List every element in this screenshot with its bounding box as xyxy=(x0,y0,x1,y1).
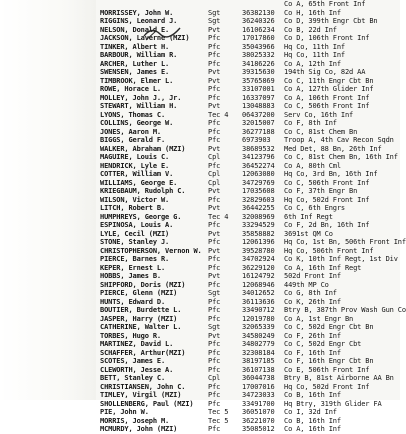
soldier-rank: Pvt xyxy=(208,187,221,195)
unit-assignment: 502d Front Inf xyxy=(284,272,341,280)
soldier-rank: Pfc xyxy=(208,280,221,289)
roster-row xyxy=(0,204,400,213)
unit-assignment: Serv Co, 16th Inf xyxy=(284,110,354,119)
unit-assignment: Hq Co, 502d Front Inf xyxy=(284,195,370,204)
serial-number: 36240326 xyxy=(242,17,275,25)
roster-row xyxy=(0,136,400,145)
serial-number: 34580249 xyxy=(242,331,275,340)
soldier-name: TIMLEY, Virgil (MZI) xyxy=(100,391,182,399)
serial-number: 32015007 xyxy=(242,119,275,127)
soldier-rank: Pfc xyxy=(208,127,221,136)
roster-row xyxy=(0,298,400,307)
soldier-name: CHRISTIANSEN, John C. xyxy=(100,382,186,391)
serial-number: 34186226 xyxy=(242,59,275,68)
soldier-name: PIERCE, Glenn (MZI) xyxy=(100,289,178,297)
roster-row xyxy=(0,332,400,341)
serial-number: 36221070 xyxy=(242,416,275,425)
roster-row xyxy=(0,196,400,205)
soldier-rank: Pfc xyxy=(208,382,221,391)
unit-assignment: Troop A, 4th Cav Recon Sqdn xyxy=(284,136,394,144)
soldier-rank: Pvt xyxy=(208,68,221,76)
serial-number: 17007016 xyxy=(242,382,275,391)
roster-row xyxy=(0,323,400,332)
roster-row xyxy=(0,145,400,154)
serial-number: 33107001 xyxy=(242,85,275,93)
soldier-rank: Pfc xyxy=(208,263,221,272)
soldier-rank: Pvt xyxy=(208,144,221,153)
soldier-rank: Pfc xyxy=(208,136,221,144)
soldier-name: JACKSON, Laverne (MZI) xyxy=(100,34,190,42)
serial-number: 12063080 xyxy=(242,170,275,178)
roster-row xyxy=(0,238,406,247)
unit-assignment: Co B, 16th Inf xyxy=(284,416,341,425)
serial-number: 06437200 xyxy=(242,110,275,119)
roster-row xyxy=(0,128,400,137)
soldier-rank: Pfc xyxy=(208,221,221,229)
roster-row xyxy=(0,179,400,188)
unit-assignment: Co G, 8th Inf xyxy=(284,289,337,297)
soldier-name: PIE, John W. xyxy=(100,408,149,416)
unit-assignment: Hq Co, 502d Front Inf xyxy=(284,382,370,391)
soldier-name: WILSON, Victor W. xyxy=(100,195,170,204)
soldier-rank: Pfc xyxy=(208,195,221,204)
serial-number: 35085012 xyxy=(242,425,275,433)
roster-row xyxy=(0,17,400,26)
soldier-name: RIGGINS, Leonard J. xyxy=(100,17,178,25)
roster-row xyxy=(0,153,400,162)
unit-assignment: 3691st QM Co xyxy=(284,229,333,238)
soldier-name: JONES, Aaron M. xyxy=(100,127,161,136)
unit-assignment: Co I, 32d Inf xyxy=(284,408,337,416)
serial-number: 13048883 xyxy=(242,102,275,110)
unit-assignment: Co H, 16th Inf xyxy=(284,8,341,17)
soldier-rank: Pfc xyxy=(208,340,221,348)
unit-assignment: Btry B, 81st Airborne AA Bn xyxy=(284,374,394,382)
roster-row xyxy=(0,85,400,94)
roster-row xyxy=(0,187,400,196)
soldier-rank: Pvt xyxy=(208,331,221,340)
soldier-name: COTTER, William V. xyxy=(100,170,174,178)
serial-number: 36044738 xyxy=(242,374,275,382)
unit-assignment: Co C, 502d Engr Cbt Bn xyxy=(284,323,374,331)
soldier-rank: Pfc xyxy=(208,161,221,170)
soldier-rank: Pfc xyxy=(208,365,221,374)
roster-row xyxy=(0,340,400,349)
soldier-name: SHIPFORD, Doris (MZI) xyxy=(100,280,186,289)
unit-assignment: Hq Co, 1st Bn, 506th Front Inf xyxy=(284,238,406,246)
unit-assignment: Co A, 16th Inf xyxy=(284,425,341,433)
roster-row xyxy=(0,119,400,128)
soldier-name: BARBOUR, William R. xyxy=(100,51,178,59)
soldier-rank: Pvt xyxy=(208,25,221,34)
soldier-name: SCOTES, James E. xyxy=(100,357,166,365)
soldier-name: HUNTS, Edward D. xyxy=(100,297,166,306)
serial-number: 36277188 xyxy=(242,127,275,136)
serial-number: 38197185 xyxy=(242,357,275,365)
serial-number: 36113636 xyxy=(242,297,275,306)
soldier-name: MAGUIRE, Louis C. xyxy=(100,153,170,161)
soldier-rank: Pfc xyxy=(208,399,221,408)
serial-number: 34123796 xyxy=(242,153,275,161)
roster-row xyxy=(0,26,400,35)
soldier-rank: Pfc xyxy=(208,119,221,127)
unit-assignment: Btry B, 387th Prov Wash Gun Co xyxy=(284,306,406,314)
unit-assignment: Co C, 506th Front Inf xyxy=(284,178,370,187)
serial-number: 33490712 xyxy=(242,306,275,314)
soldier-rank: Cpl xyxy=(208,170,221,178)
unit-assignment: 194th Sig Co, 82d AA xyxy=(284,68,366,76)
roster-row xyxy=(0,0,400,9)
soldier-rank: Pfc xyxy=(208,85,221,93)
soldier-name: LYLE, Cecil (MZI) xyxy=(100,229,170,238)
roster-row xyxy=(0,425,400,434)
soldier-name: ROWE, Horace L. xyxy=(100,85,161,93)
soldier-rank: Sgt xyxy=(208,17,221,25)
serial-number: 36452274 xyxy=(242,161,275,170)
serial-number: 32065339 xyxy=(242,323,275,331)
roster-row xyxy=(0,247,400,256)
soldier-name: CLEWORTH, Jesse A. xyxy=(100,365,174,374)
soldier-rank: Pfc xyxy=(208,238,221,246)
soldier-rank: Sgt xyxy=(208,289,221,297)
soldier-rank: Cpl xyxy=(208,153,221,161)
roster-row xyxy=(0,221,400,230)
unit-assignment: Co F, 8th Inf xyxy=(284,119,337,127)
unit-assignment: Co D, 399th Engr Cbt Bn xyxy=(284,17,378,25)
roster-row xyxy=(0,408,400,417)
serial-number: 17035608 xyxy=(242,187,275,195)
unit-assignment: Co C, 502d Engr Cbt xyxy=(284,340,362,348)
serial-number: 35043966 xyxy=(242,42,275,51)
unit-assignment: Co A, 65th Front Inf xyxy=(284,0,366,8)
serial-number: 36382130 xyxy=(242,8,275,17)
soldier-rank: Pfc xyxy=(208,314,221,323)
unit-assignment: Co A, 12th Inf xyxy=(284,59,341,68)
soldier-rank: Tec 4 xyxy=(208,212,229,221)
soldier-rank: Pfc xyxy=(208,255,221,263)
roster-row xyxy=(0,230,400,239)
serial-number: 6973903 xyxy=(242,136,271,144)
unit-assignment: Co B, 16th Inf xyxy=(284,391,341,399)
roster-row xyxy=(0,281,400,290)
unit-assignment: Co A, 1st Engr Bn xyxy=(284,314,354,323)
soldier-name: WALKER, Abraham (MZI) xyxy=(100,144,186,153)
serial-number: 12068946 xyxy=(242,280,275,289)
soldier-name: ARCHER, Luther L. xyxy=(100,59,170,68)
soldier-rank: Pvt xyxy=(208,272,221,280)
roster-row xyxy=(0,315,400,324)
serial-number: 35858882 xyxy=(242,229,275,238)
roster-row xyxy=(0,60,400,69)
unit-assignment: Med Det, 88 Bn, 26th Inf xyxy=(284,144,382,153)
serial-number: 38689532 xyxy=(242,144,275,153)
roster-row xyxy=(0,272,400,281)
soldier-rank: Pfc xyxy=(208,59,221,68)
unit-assignment: Co C, 81st Chem Bn xyxy=(284,127,358,136)
soldier-name: TORBES, Hugo R. xyxy=(100,331,161,340)
soldier-name: LYONS, Thomas C. xyxy=(100,110,166,119)
serial-number: 33491700 xyxy=(242,399,275,408)
soldier-name: MORRISSEY, John W. xyxy=(100,8,174,17)
roster-row xyxy=(0,366,400,375)
soldier-name: STONE, Stanley J. xyxy=(100,238,170,246)
soldier-name: MARTINEZ, David L. xyxy=(100,340,174,348)
serial-number: 34729769 xyxy=(242,178,275,187)
soldier-rank: Cpl xyxy=(208,178,221,187)
roster-row xyxy=(0,9,400,18)
roster-row xyxy=(0,111,400,120)
roster-row xyxy=(0,349,400,358)
unit-assignment: Co C, 81st Chem Bn, 16th Inf xyxy=(284,153,398,161)
unit-assignment: Co C, 506th Front Inf xyxy=(284,102,370,110)
unit-assignment: Co C, 11th Engr Cbt Bn xyxy=(284,76,374,85)
roster-row xyxy=(0,68,400,77)
soldier-rank: Pfc xyxy=(208,93,221,102)
unit-assignment: Co A, 80th Cml xyxy=(284,161,341,170)
soldier-name: BETT, Stanley C. xyxy=(100,374,166,382)
roster-row xyxy=(0,357,400,366)
soldier-name: CHRISTOPHERSON, Vernon W. xyxy=(100,246,202,255)
roster-row xyxy=(0,102,400,111)
soldier-rank: Pfc xyxy=(208,348,221,357)
soldier-rank: Sgt xyxy=(208,8,221,17)
serial-number: 32008969 xyxy=(242,212,275,221)
serial-number: 35765869 xyxy=(242,76,275,85)
roster-row xyxy=(0,417,400,426)
unit-assignment: Hq Co, 11th Inf xyxy=(284,51,345,59)
soldier-name: TIMBROOK, Elmer L. xyxy=(100,76,174,85)
roster-row xyxy=(0,51,400,60)
soldier-name: KEPER, Ernest L. xyxy=(100,263,166,272)
unit-assignment: Co D, 106th Front Inf xyxy=(284,34,370,42)
unit-assignment: Co A, 127th Glider Inf xyxy=(284,85,374,93)
serial-number: 38025332 xyxy=(242,51,275,59)
soldier-name: SWENSEN, James E. xyxy=(100,68,170,76)
roster-row xyxy=(0,383,400,392)
serial-number: 36442255 xyxy=(242,204,275,212)
soldier-name: HENDRICK, Lyle E. xyxy=(100,161,170,170)
soldier-name: ESPINOSA, Louis A. xyxy=(100,221,174,229)
unit-assignment: Co K, 26th Inf xyxy=(284,297,341,306)
unit-assignment: Co A, 16th Inf Regt xyxy=(284,263,362,272)
soldier-rank: Tec 5 xyxy=(208,408,229,416)
serial-number: 16337097 xyxy=(242,93,275,102)
unit-assignment: Co F, 2d Bn, 16th Inf xyxy=(284,221,370,229)
unit-assignment: 449th MP Co xyxy=(284,280,329,289)
serial-number: 36107138 xyxy=(242,365,275,374)
soldier-name: TINKER, Albert H. xyxy=(100,42,170,51)
soldier-rank: Pfc xyxy=(208,51,221,59)
unit-assignment: Co F, 16th Inf xyxy=(284,348,341,357)
unit-assignment: Co F, 26th Inf xyxy=(284,331,341,340)
soldier-name: SCHAFFER, Arthur(MZI) xyxy=(100,348,186,357)
unit-assignment: Co F, 37th Engr Bn xyxy=(284,187,358,195)
unit-assignment: Hq Co, 3rd Bn, 16th Inf xyxy=(284,170,378,178)
soldier-name: BOUTIER, Burdette L. xyxy=(100,306,182,314)
serial-number: 17017860 xyxy=(242,34,275,42)
soldier-rank: Pvt xyxy=(208,204,221,212)
serial-number: 34802779 xyxy=(242,340,275,348)
soldier-name: NELSON, Donald E. xyxy=(100,25,170,34)
serial-number: 32829603 xyxy=(242,195,275,204)
serial-number: 39528780 xyxy=(242,246,275,255)
soldier-name: STEWART, William H. xyxy=(100,102,178,110)
soldier-rank: Pvt xyxy=(208,246,221,255)
soldier-rank: Pvt xyxy=(208,229,221,238)
serial-number: 34012652 xyxy=(242,289,275,297)
soldier-rank: Pvt xyxy=(208,76,221,85)
serial-number: 16106234 xyxy=(242,25,275,34)
unit-assignment: Co B, 22d Inf xyxy=(284,25,337,34)
roster-row xyxy=(0,264,400,273)
serial-number: 36229120 xyxy=(242,263,275,272)
roster-row xyxy=(0,94,400,103)
serial-number: 33294529 xyxy=(242,221,275,229)
soldier-name: HOBBS, James B. xyxy=(100,272,161,280)
handwritten-check-mark xyxy=(142,22,182,44)
roster-row xyxy=(0,162,400,171)
soldier-rank: Tec 4 xyxy=(208,110,229,119)
soldier-name: PIERCE, Barnes R. xyxy=(100,255,170,263)
serial-number: 39315630 xyxy=(242,68,275,76)
soldier-name: WILLIAMS, George E. xyxy=(100,178,178,187)
roster-row xyxy=(0,391,400,400)
unit-assignment: Hq Btry, 319th Glider FA xyxy=(284,399,382,408)
soldier-name: COLLINS, George W. xyxy=(100,119,174,127)
soldier-name: JASPER, Harry (MZI) xyxy=(100,314,178,323)
soldier-rank: Sgt xyxy=(208,323,221,331)
serial-number: 36051070 xyxy=(242,408,275,416)
roster-row xyxy=(0,77,400,86)
soldier-rank: Pfc xyxy=(208,425,221,433)
soldier-name: LITCH, Robert B. xyxy=(100,204,166,212)
soldier-name: SHOLLENBERG, Paul (MZI) xyxy=(100,399,194,408)
soldier-rank: Cpl xyxy=(208,374,221,382)
roster-row xyxy=(0,306,406,315)
soldier-rank: Pfc xyxy=(208,297,221,306)
soldier-rank: Pfc xyxy=(208,306,221,314)
unit-assignment: Hq Co, 11th Inf xyxy=(284,42,345,51)
soldier-name: CATHERINE, Walter L. xyxy=(100,323,182,331)
soldier-rank: Tec 5 xyxy=(208,416,229,425)
roster-row xyxy=(0,34,400,43)
roster-row xyxy=(0,43,400,52)
roster-row xyxy=(0,400,400,409)
soldier-rank: Pfc xyxy=(208,357,221,365)
roster-row xyxy=(0,213,400,222)
soldier-name: KRIEGBAUM, Rudolph C. xyxy=(100,187,186,195)
unit-assignment: Co K, 10th Inf Regt, 1st Div xyxy=(284,255,398,263)
soldier-name: BIGGS, Gerald F. xyxy=(100,136,166,144)
unit-assignment: Co F, 16th Engr Cbt Bn xyxy=(284,357,374,365)
soldier-rank: Pfc xyxy=(208,391,221,399)
serial-number: 32308184 xyxy=(242,348,275,357)
unit-assignment: Co E, 506th Front Inf xyxy=(284,365,370,374)
serial-number: 12061396 xyxy=(242,238,275,246)
soldier-name: MORRIS, Joseph M. xyxy=(100,416,170,425)
soldier-name: MOLLEY, John J., Jr. xyxy=(100,93,182,102)
serial-number: 34702924 xyxy=(242,255,275,263)
soldier-name: MCMURDY, John (MZI) xyxy=(100,425,178,433)
soldier-rank: Pfc xyxy=(208,34,221,42)
unit-assignment: Co A, 106th Front Inf xyxy=(284,93,370,102)
soldier-rank: Pvt xyxy=(208,102,221,110)
serial-number: 12019780 xyxy=(242,314,275,323)
roster-row xyxy=(0,289,400,298)
serial-number: 34723033 xyxy=(242,391,275,399)
unit-assignment: 6th Inf Regt xyxy=(284,212,333,221)
unit-assignment: Hq Co, 506th Front Inf xyxy=(284,246,374,255)
roster-row xyxy=(0,170,400,179)
soldier-name: HUMPHREYS, George G. xyxy=(100,212,182,221)
soldier-rank: Pfc xyxy=(208,42,221,51)
serial-number: 16124792 xyxy=(242,272,275,280)
unit-assignment: Co C, 6th Engrs xyxy=(284,204,345,212)
roster-row xyxy=(0,374,400,383)
roster-row xyxy=(0,255,400,264)
